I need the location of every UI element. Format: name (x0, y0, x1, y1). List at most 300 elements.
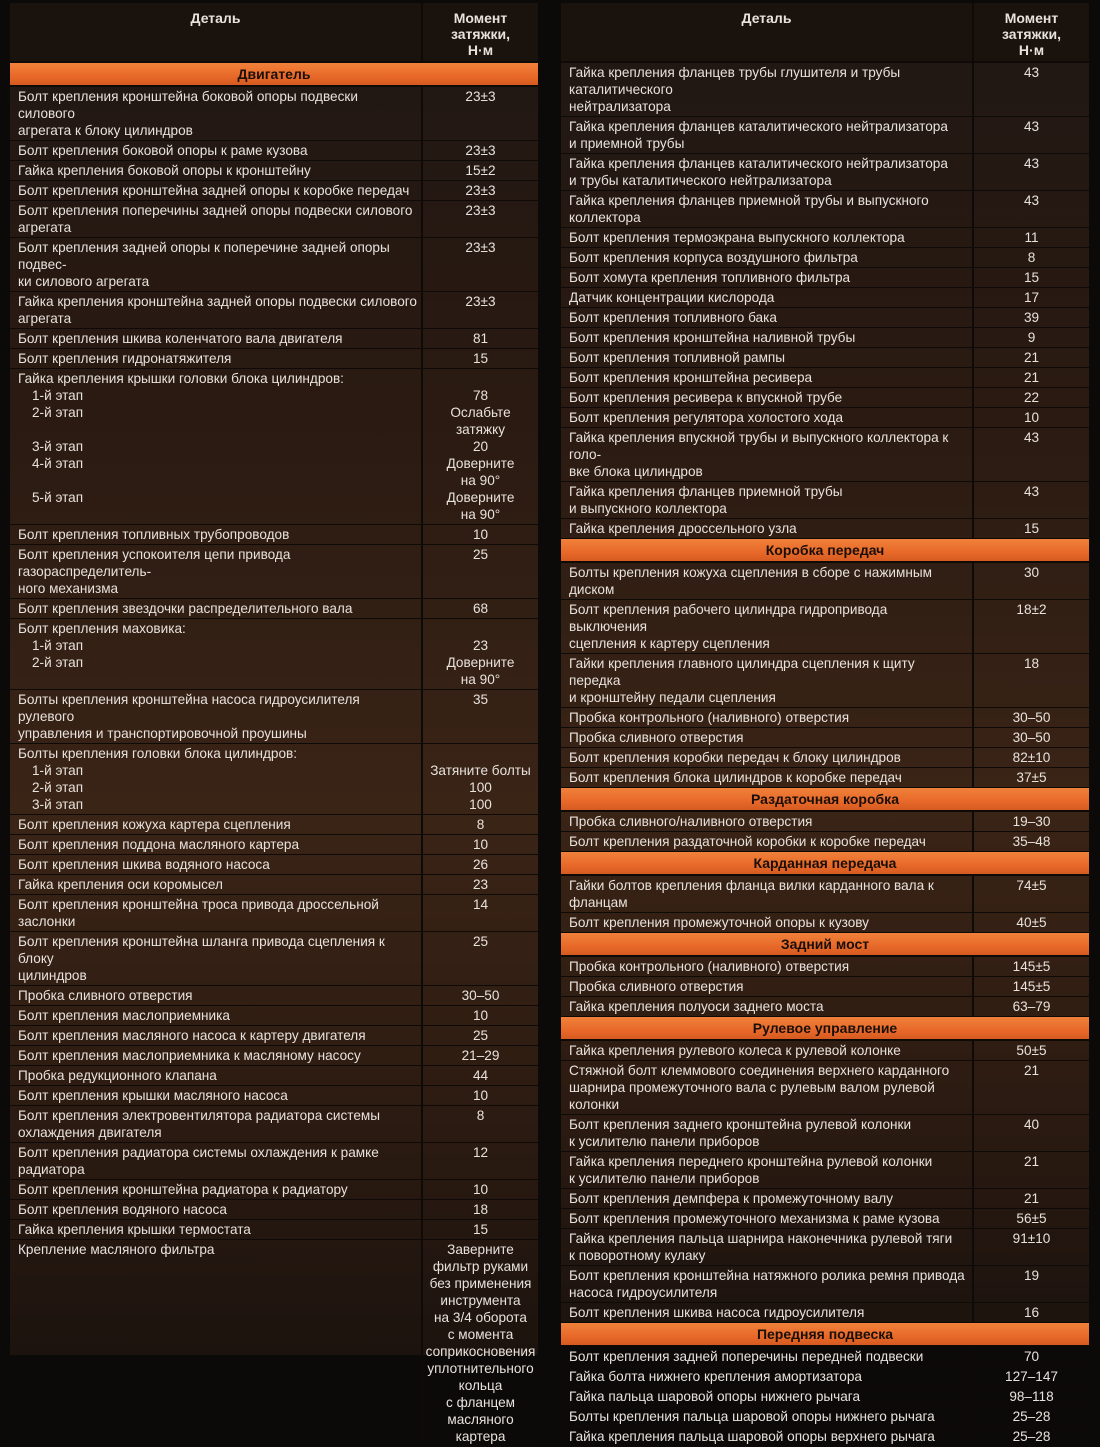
table-row (10, 1046, 538, 1066)
detail-text: 3-й этап (32, 797, 84, 812)
detail-text: Датчик концентрации кислорода (569, 290, 775, 305)
detail-text: и приемной трубы (569, 136, 685, 151)
detail-text: Болт крепления кронштейна задней опоры к коробке передач (18, 183, 410, 198)
detail-header: Деталь (10, 3, 423, 61)
detail-text: 2-й этап (32, 655, 84, 670)
table-row (561, 708, 1089, 728)
detail-text (18, 421, 417, 438)
torque-value: 100 (469, 780, 492, 795)
detail-text (18, 506, 417, 523)
detail-text: Гайка крепления кронштейна задней опоры подвески силового (18, 294, 417, 309)
torque-value: 23 (472, 638, 489, 653)
table-row (10, 181, 538, 201)
detail-cell (561, 1387, 974, 1406)
table-row (10, 329, 538, 349)
table-row (10, 87, 538, 141)
torque-value: уплотнительного (427, 1361, 534, 1376)
detail-cell (10, 1046, 423, 1065)
detail-text: Болт крепления рабочего цилиндра гидропривода выключения (569, 602, 888, 634)
table-row (561, 1189, 1089, 1209)
detail-text: агрегата к блоку цилиндров (18, 123, 193, 138)
detail-cell (10, 932, 423, 985)
table-row (10, 525, 538, 545)
detail-text: Болт крепления боковой опоры к раме кузова (18, 143, 308, 158)
detail-cell (561, 913, 974, 932)
torque-header: Момент затяжки, Н·м (450, 10, 510, 58)
detail-text: 1-й этап (32, 763, 84, 778)
detail-text: Пробка редукционного клапана (18, 1068, 217, 1083)
detail-text: ного механизма (18, 581, 119, 596)
detail-text: Болт крепления крышки масляного насоса (18, 1088, 288, 1103)
table-row (561, 1367, 1089, 1387)
detail-text: Гайки крепления главного цилиндра сцепления к щиту передка (569, 656, 915, 688)
detail-text: Болт крепления термоэкрана выпускного коллектора (569, 230, 905, 245)
detail-cell (10, 349, 423, 368)
detail-text: Пробка контрольного (наливного) отверстия (569, 959, 850, 974)
torque-value: 23±3 (465, 89, 496, 104)
torque-cell (974, 328, 1089, 347)
detail-text: Болты крепления кожуха сцепления в сборе с нажимным диском (569, 565, 932, 597)
torque-value: 30–50 (461, 988, 500, 1003)
table-row (561, 997, 1089, 1017)
table-row (561, 876, 1089, 913)
detail-text: Пробка сливного отверстия (18, 988, 193, 1003)
left-table (10, 3, 538, 1444)
table-row (561, 1209, 1089, 1229)
torque-value: 78 (472, 388, 489, 403)
table-header (10, 3, 538, 63)
detail-cell (561, 977, 974, 996)
torque-cell (423, 986, 538, 1005)
torque-cell (423, 545, 538, 598)
detail-text: агрегата (18, 220, 72, 235)
table-row (561, 368, 1089, 388)
detail-text: Гайка крепления боковой опоры к кронштейну (18, 163, 311, 178)
torque-cell (974, 1061, 1089, 1114)
torque-value: на 3/4 оборота (434, 1310, 527, 1325)
detail-text: Болт крепления корпуса воздушного фильтра (569, 250, 858, 265)
torque-value: Доверните (446, 456, 515, 471)
torque-cell (974, 388, 1089, 407)
detail-text: Пробка сливного/наливного отверстия (569, 814, 813, 829)
left-table-body (10, 63, 538, 1447)
detail-text: насоса гидроусилителя (569, 1285, 718, 1300)
detail-text: 3-й этап (32, 439, 84, 454)
detail-text: и трубы каталитического нейтрализатора (569, 173, 832, 188)
torque-cell (423, 1066, 538, 1085)
detail-cell (10, 238, 423, 291)
torque-cell (974, 957, 1089, 976)
detail-cell (10, 181, 423, 200)
torque-value: Доверните (446, 655, 515, 670)
table-row (561, 63, 1089, 117)
detail-text: Болт крепления электровентилятора радиатора системы (18, 1108, 381, 1123)
detail-cell (10, 986, 423, 1005)
detail-text: 1-й этап (32, 388, 84, 403)
torque-cell (423, 329, 538, 348)
detail-text: и выпускного коллектора (569, 501, 727, 516)
torque-cell (423, 1240, 538, 1446)
table-row (10, 1180, 538, 1200)
detail-cell (561, 1152, 974, 1188)
detail-text: 2-й этап (32, 405, 84, 420)
table-row (561, 228, 1089, 248)
table-row (10, 1220, 538, 1240)
torque-value: 15 (472, 351, 489, 366)
table-row (561, 1152, 1089, 1189)
torque-value: 8 (1027, 250, 1036, 265)
torque-value: Ослабьте (450, 405, 511, 420)
table-row (10, 161, 538, 181)
detail-header: Деталь (561, 3, 974, 61)
detail-cell (561, 117, 974, 153)
right-table-body (561, 63, 1089, 1447)
detail-cell (561, 368, 974, 387)
detail-text: Болт крепления блока цилиндров к коробке передач (569, 770, 902, 785)
torque-cell (974, 1189, 1089, 1208)
torque-cell (974, 812, 1089, 831)
table-row (561, 1266, 1089, 1303)
detail-cell (561, 876, 974, 912)
detail-cell (561, 154, 974, 190)
torque-cell (423, 690, 538, 743)
detail-cell (561, 1229, 974, 1265)
detail-text: Гайка крепления фланцев трубы глушителя и трубы каталитического (569, 65, 901, 97)
section-header: Задний мост (561, 933, 1089, 957)
torque-value: 63–79 (1012, 999, 1051, 1014)
torque-cell (423, 369, 538, 524)
detail-text: Болт крепления задней поперечины передней подвески (569, 1349, 924, 1364)
detail-cell (561, 348, 974, 367)
torque-cell (423, 1086, 538, 1105)
torque-header: Момент затяжки, Н·м (1001, 10, 1061, 58)
table-row (10, 875, 538, 895)
torque-cell (423, 238, 538, 291)
table-row (561, 1407, 1089, 1427)
detail-text: Гайка крепления переднего кронштейна рулевой колонки (569, 1154, 933, 1169)
detail-cell (561, 997, 974, 1016)
torque-value: 21 (1023, 1154, 1040, 1169)
detail-text: к поворотному кулаку (569, 1248, 706, 1263)
torque-value: 21 (1023, 350, 1040, 365)
detail-cell (561, 728, 974, 747)
detail-cell (10, 1240, 423, 1446)
detail-cell (561, 1041, 974, 1060)
table-row (10, 1200, 538, 1220)
detail-cell (561, 482, 974, 518)
detail-text: Гайка крепления крышки головки блока цилиндров: (18, 371, 344, 386)
detail-text: цилиндров (18, 968, 87, 983)
torque-cell (974, 191, 1089, 227)
torque-value: 17 (1023, 290, 1040, 305)
torque-value: с момента (447, 1327, 514, 1342)
detail-cell (10, 161, 423, 180)
torque-value: 23±3 (465, 294, 496, 309)
detail-cell (561, 328, 974, 347)
detail-cell (10, 141, 423, 160)
table-row (561, 268, 1089, 288)
torque-value: 10 (472, 1182, 489, 1197)
torque-cell (974, 913, 1089, 932)
section-header: Карданная передача (561, 852, 1089, 876)
detail-cell (561, 1407, 974, 1426)
table-row (561, 348, 1089, 368)
detail-text: к усилителю панели приборов (569, 1134, 760, 1149)
detail-text: Гайка крепления крышки термостата (18, 1222, 251, 1237)
detail-cell (561, 228, 974, 247)
detail-text: Болт крепления кронштейна троса привода дроссельной заслонки (18, 897, 379, 929)
torque-value: 81 (472, 331, 489, 346)
table-row (561, 154, 1089, 191)
detail-cell (561, 388, 974, 407)
torque-value: 82±10 (1012, 750, 1051, 765)
detail-text: Болт крепления кронштейна радиатора к радиатору (18, 1182, 348, 1197)
torque-cell (974, 348, 1089, 367)
torque-value: 25–28 (1012, 1409, 1051, 1424)
detail-text: вке блока цилиндров (569, 464, 703, 479)
torque-cell (974, 1152, 1089, 1188)
torque-value: 23±3 (465, 143, 496, 158)
torque-cell (974, 1209, 1089, 1228)
torque-cell (423, 349, 538, 368)
table-row (561, 248, 1089, 268)
torque-cell (974, 1115, 1089, 1151)
torque-value: 21 (1023, 1191, 1040, 1206)
detail-cell (561, 519, 974, 538)
table-row (561, 977, 1089, 997)
table-row (561, 408, 1089, 428)
torque-value: 43 (1023, 193, 1040, 208)
table-row (10, 1026, 538, 1046)
detail-cell (561, 654, 974, 707)
table-row (561, 728, 1089, 748)
detail-cell (10, 545, 423, 598)
table-row (10, 201, 538, 238)
detail-text: 4-й этап (32, 456, 84, 471)
torque-value: 20 (472, 439, 489, 454)
torque-cell (974, 1367, 1089, 1386)
torque-value: 74±5 (1016, 878, 1047, 893)
torque-cell (974, 1266, 1089, 1302)
detail-text: Болт крепления промежуточной опоры к кузову (569, 915, 869, 930)
detail-cell (10, 1026, 423, 1045)
table-row (561, 308, 1089, 328)
torque-cell (974, 1041, 1089, 1060)
torque-cell (974, 519, 1089, 538)
detail-text: Болты крепления кронштейна насоса гидроусилителя рулевого (18, 692, 360, 724)
detail-cell (10, 690, 423, 743)
torque-cell (423, 525, 538, 544)
torque-value: соприкосновения (425, 1344, 536, 1359)
detail-text: Болт крепления демпфера к промежуточному валу (569, 1191, 894, 1206)
torque-value: масляного (447, 1412, 514, 1427)
torque-value: с фланцем (446, 1395, 515, 1410)
torque-value: 23±3 (465, 203, 496, 218)
torque-cell (423, 181, 538, 200)
table-row (561, 117, 1089, 154)
torque-value: на 90° (460, 473, 501, 488)
torque-value: 145±5 (1012, 959, 1051, 974)
detail-text: и кронштейну педали сцепления (569, 690, 776, 705)
detail-cell (561, 1061, 974, 1114)
torque-cell (423, 1200, 538, 1219)
detail-cell (10, 855, 423, 874)
torque-value: картера (455, 1429, 506, 1444)
detail-cell (10, 1180, 423, 1199)
torque-value: фильтр руками (432, 1259, 529, 1274)
torque-value: 9 (1027, 330, 1036, 345)
detail-text: Болты крепления пальца шаровой опоры нижнего рычага (569, 1409, 935, 1424)
torque-cell (423, 292, 538, 328)
torque-value: 25 (472, 1028, 489, 1043)
detail-text: сцепления к картеру сцепления (569, 636, 770, 651)
torque-cell (974, 1229, 1089, 1265)
table-row (561, 768, 1089, 788)
detail-cell (10, 895, 423, 931)
torque-value: 43 (1023, 65, 1040, 80)
torque-cell (423, 1143, 538, 1179)
detail-text: Гайка крепления впускной трубы и выпускного коллектора к голо- (569, 430, 949, 462)
detail-cell (561, 812, 974, 831)
torque-value: 44 (472, 1068, 489, 1083)
torque-value: 25 (472, 547, 489, 562)
detail-cell (561, 63, 974, 116)
detail-text: Болт крепления кронштейна наливной трубы (569, 330, 856, 345)
detail-text: Болт крепления раздаточной коробки к коробке передач (569, 834, 926, 849)
detail-text: Болт крепления водяного насоса (18, 1202, 227, 1217)
detail-text: агрегата (18, 311, 72, 326)
table-row (10, 349, 538, 369)
detail-text: Гайка крепления дроссельного узла (569, 521, 797, 536)
torque-value: инструмента (440, 1293, 521, 1308)
table-row (10, 545, 538, 599)
detail-text: 2-й этап (32, 780, 84, 795)
detail-text: Болт крепления задней опоры к поперечине задней опоры подвес- (18, 240, 390, 272)
detail-text: Болт крепления маховика: (18, 621, 186, 636)
torque-value: 18 (472, 1202, 489, 1217)
table-row (10, 369, 538, 525)
torque-value: 19 (1023, 1268, 1040, 1283)
torque-cell (423, 1106, 538, 1142)
table-row (561, 600, 1089, 654)
detail-cell (561, 408, 974, 427)
detail-text: Болт крепления поддона масляного картера (18, 837, 300, 852)
torque-cell (423, 815, 538, 834)
torque-value: 23±3 (465, 240, 496, 255)
detail-cell (10, 201, 423, 237)
torque-value: 10 (1023, 410, 1040, 425)
detail-text: Гайка крепления фланцев приемной трубы и выпускного коллектора (569, 193, 929, 225)
section-header: Рулевое управление (561, 1017, 1089, 1041)
table-row (561, 482, 1089, 519)
table-row (10, 619, 538, 690)
torque-cell (974, 600, 1089, 653)
torque-value: 26 (472, 857, 489, 872)
torque-value: 91±10 (1012, 1231, 1051, 1246)
detail-cell (561, 1367, 974, 1386)
detail-text: ки силового агрегата (18, 274, 150, 289)
torque-value: 25–28 (1012, 1429, 1051, 1444)
detail-text: Болт крепления поперечины задней опоры подвески силового (18, 203, 413, 218)
detail-text: Болт крепления кронштейна натяжного ролика ремня привода (569, 1268, 965, 1283)
detail-cell (10, 815, 423, 834)
torque-cell (974, 563, 1089, 599)
torque-cell (974, 268, 1089, 287)
table-row (561, 1303, 1089, 1323)
detail-cell (10, 87, 423, 140)
detail-text: Гайка болта нижнего крепления амортизатора (569, 1369, 862, 1384)
detail-text: управления и транспортировочной проушины (18, 726, 307, 741)
table-row (561, 957, 1089, 977)
detail-cell (561, 1347, 974, 1366)
detail-cell (561, 563, 974, 599)
detail-cell (10, 599, 423, 618)
torque-value: кольца (458, 1378, 503, 1393)
detail-text: Гайки болтов крепления фланца вилки карданного вала к фланцам (569, 878, 934, 910)
table-row (561, 1061, 1089, 1115)
torque-value: 127–147 (1005, 1369, 1058, 1384)
detail-text: Пробка сливного отверстия (569, 730, 744, 745)
detail-text: шарнира промежуточного вала с рулевым валом рулевой колонки (569, 1080, 935, 1112)
table-row (561, 748, 1089, 768)
torque-cell (974, 482, 1089, 518)
section-header: Раздаточная коробка (561, 788, 1089, 812)
detail-text: Гайка пальца шаровой опоры нижнего рычага (569, 1389, 861, 1404)
table-row (561, 563, 1089, 600)
torque-cell (974, 768, 1089, 787)
torque-value: 98–118 (1009, 1389, 1054, 1404)
detail-text: Болт крепления звездочки распределительного вала (18, 601, 353, 616)
torque-value: 19–30 (1012, 814, 1051, 829)
torque-value: 22 (1023, 390, 1040, 405)
torque-cell (423, 87, 538, 140)
torque-value: 23±3 (465, 183, 496, 198)
table-row (10, 1066, 538, 1086)
detail-cell (561, 288, 974, 307)
detail-text: Болт крепления кронштейна боковой опоры подвески силового (18, 89, 358, 121)
detail-text: Болт крепления гидронатяжителя (18, 351, 232, 366)
torque-value: 70 (1023, 1349, 1040, 1364)
detail-cell (561, 708, 974, 727)
torque-cell (974, 832, 1089, 851)
torque-value: 8 (476, 1108, 485, 1123)
torque-cell (423, 932, 538, 985)
torque-value: 30–50 (1012, 730, 1051, 745)
detail-text: Болт крепления кронштейна ресивера (569, 370, 813, 385)
table-row (10, 986, 538, 1006)
torque-cell (974, 708, 1089, 727)
table-row (561, 428, 1089, 482)
torque-value: 8 (476, 817, 485, 832)
detail-cell (10, 1200, 423, 1219)
torque-cell (974, 748, 1089, 767)
torque-cell (423, 835, 538, 854)
table-row (10, 238, 538, 292)
torque-cell (974, 368, 1089, 387)
table-row (10, 744, 538, 815)
torque-value: 43 (1023, 484, 1040, 499)
detail-text: Болт крепления шкива коленчатого вала двигателя (18, 331, 343, 346)
torque-value: 16 (1023, 1305, 1040, 1320)
torque-value (425, 620, 536, 637)
detail-text: Стяжной болт клеммового соединения верхнего карданного (569, 1063, 950, 1078)
detail-text: Болт крепления успокоителя цепи привода газораспределитель- (18, 547, 291, 579)
torque-value: 50±5 (1016, 1043, 1047, 1058)
detail-cell (10, 1220, 423, 1239)
table-row (10, 815, 538, 835)
detail-cell (561, 268, 974, 287)
torque-value: 25 (472, 934, 489, 949)
